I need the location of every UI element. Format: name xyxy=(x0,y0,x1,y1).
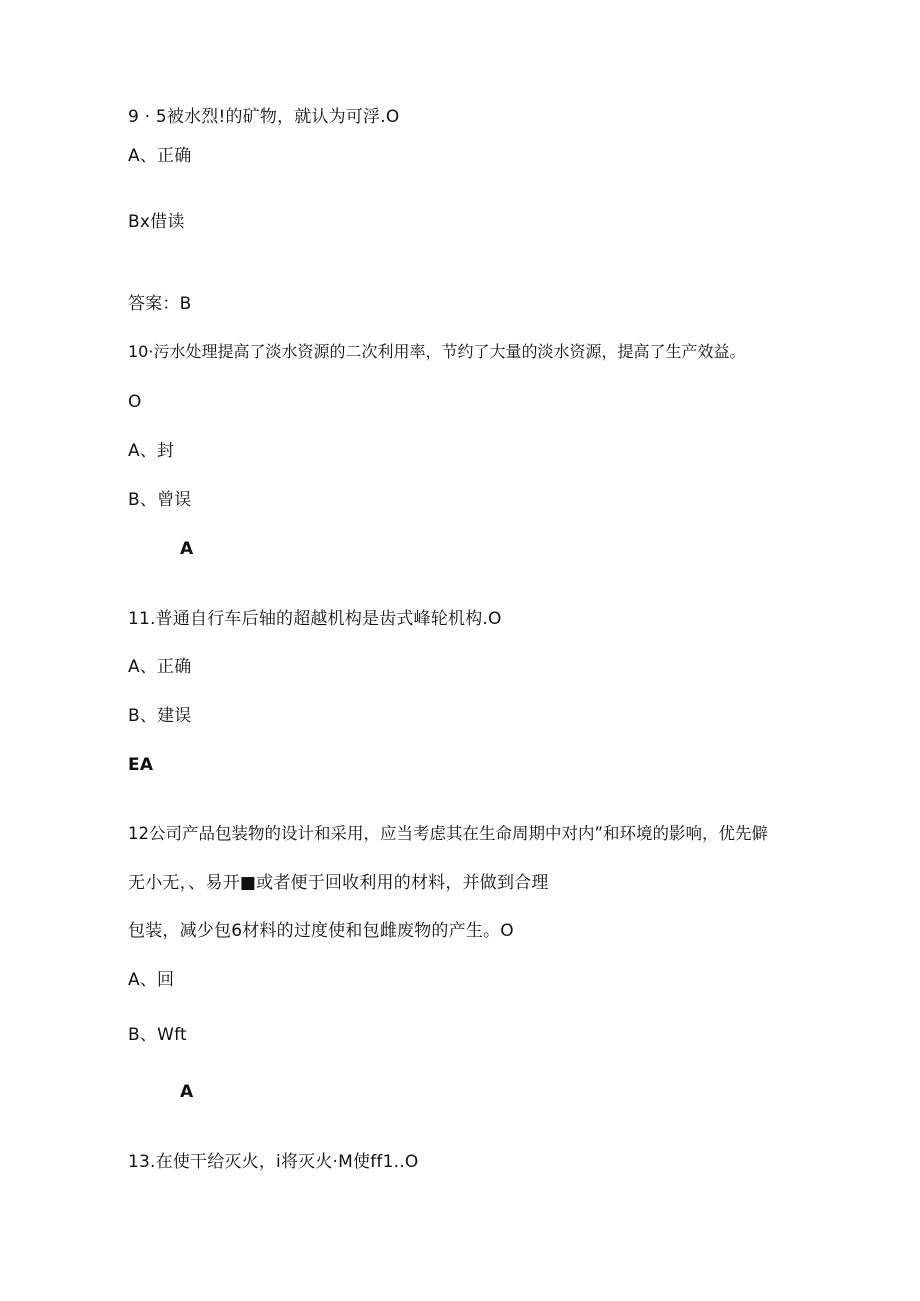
question-13-stem: 13.在使干给灭火，i将灭火·M使ff1..O xyxy=(128,1152,419,1172)
question-12-answer: A xyxy=(180,1082,194,1102)
question-12-stem-line-2: 无小无，、易开■或者便于回收利用的材料，并做到合理 xyxy=(128,873,549,893)
question-9-answer: 答案：B xyxy=(128,294,192,314)
question-11-option-b: B、建误 xyxy=(128,706,192,726)
question-9-option-b: Bx借读 xyxy=(128,212,185,232)
question-11-stem: 11.普通自行车后轴的超越机构是齿式峰轮机构.O xyxy=(128,609,502,629)
question-9-option-a: A、正确 xyxy=(128,146,192,166)
question-9-stem: 9 · 5被水烈!的矿物，就认为可浮.O xyxy=(128,107,400,127)
question-10-option-a: A、封 xyxy=(128,441,175,461)
question-12-option-a: A、回 xyxy=(128,970,175,990)
question-11-answer: EA xyxy=(128,755,154,775)
question-11-option-a: A、正确 xyxy=(128,657,192,677)
question-12-stem-line-1: 12公司产品包装物的设计和采用，应当考虑其在生命周期中对内”和环境的影响，优先僻 xyxy=(128,824,769,843)
question-12-option-b: B、Wft xyxy=(128,1025,187,1045)
question-12-stem-line-3: 包装，减少包6材料的过度使和包雌废物的产生。O xyxy=(128,921,514,941)
question-10-option-b: B、曾误 xyxy=(128,490,192,510)
question-10-stem-end: O xyxy=(128,392,142,412)
question-10-stem: 10·污水处理提高了淡水资源的二次利用率，节约了大量的淡水资源，提高了生产效益。 xyxy=(128,342,746,361)
question-10-answer: A xyxy=(180,539,194,559)
